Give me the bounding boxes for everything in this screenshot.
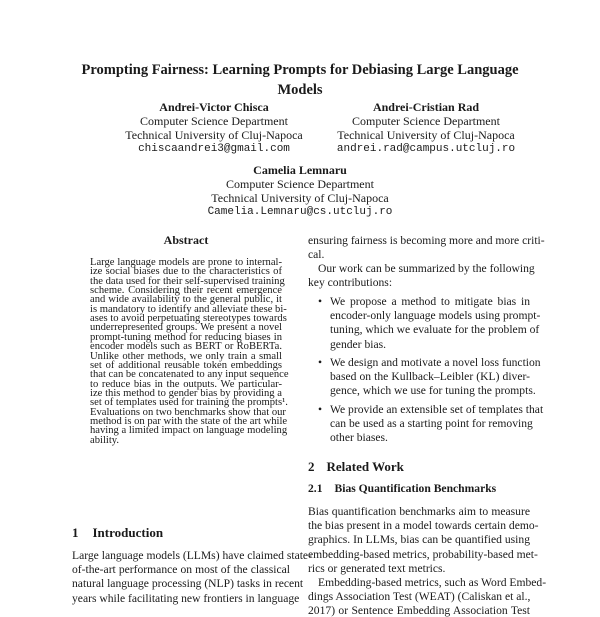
abstract-line: scheme. Considering their recent emergence	[90, 285, 282, 297]
bullet-icon: •	[318, 356, 323, 369]
bullet-line: We propose a method to mitigate bias in	[330, 295, 530, 308]
body-line: cal.	[308, 248, 325, 261]
body-line: the bias present in a model towards certain demo-	[308, 519, 539, 533]
author-email[interactable]: andrei.rad@campus.utcluj.ro	[336, 143, 516, 155]
bullet-icon: •	[318, 295, 323, 308]
bullet-line: gender bias.	[330, 337, 387, 351]
author-block	[100, 100, 328, 156]
author-univ: Technical University of Cluj-Napoca	[211, 191, 389, 205]
bullet-line: other biases.	[330, 431, 388, 445]
abstract-line: ases to avoid perpetuating stereotypes towards	[90, 313, 287, 325]
paper-title: Prompting Fairness: Learning Prompts for Debiasing Large Language Models	[81, 62, 519, 98]
bullet-line: encoder-only language models using prompt-	[330, 309, 541, 323]
body-line: Our work can be summarized by the following	[318, 262, 535, 275]
abstract-line: prompt-tuning method for reducing biases in	[90, 331, 282, 343]
body-line: rics or generated text metrics.	[308, 561, 446, 575]
abstract-line: underrepresented groups. We present a novel	[90, 322, 282, 334]
bullet-line: We design and motivate a novel loss function	[330, 356, 541, 369]
author-univ: Technical University of Cluj-Napoca	[125, 128, 303, 142]
abstract-line: Large language models are prone to internal-	[90, 257, 282, 268]
bullet-line: gence, which we use for tuning the prompts.	[330, 384, 536, 398]
subsection-heading: 2.1 Bias Quantification Benchmarks	[308, 482, 497, 495]
body-line: key contributions:	[308, 276, 393, 289]
body-line: Bias quantification benchmarks aim to measure	[308, 505, 530, 518]
author-block	[206, 163, 394, 219]
body-line: Embedding-based metrics, such as Word Embed-	[318, 576, 547, 589]
abstract-heading: Abstract	[163, 233, 209, 247]
abstract-line: and wide availability to the general public, it	[90, 294, 282, 306]
abstract-line: to reduce bias in the outputs. We particular-	[90, 378, 282, 390]
author-email[interactable]: Camelia.Lemnaru@cs.utcluj.ro	[207, 206, 393, 218]
author-dept: Computer Science Department	[226, 177, 374, 191]
bullet-line: tuning, which we evaluate for the problem of	[330, 323, 540, 337]
abstract-line: the data used for their self-supervised training	[90, 275, 285, 287]
section-heading: 2 Related Work	[308, 459, 404, 474]
body-line: 2017) or Sentence Embedding Association Test	[308, 604, 530, 617]
intro-line: years while facilitating new frontiers in language	[72, 591, 300, 605]
abstract-line: having a limited impact on language modeling	[90, 425, 288, 437]
abstract-line: Unlike other methods, we only train a small	[90, 350, 282, 362]
abstract-line: set of additional reusable token embeddings	[90, 359, 282, 371]
author-name: Andrei-Cristian Rad	[372, 100, 480, 114]
author-univ: Technical University of Cluj-Napoca	[337, 128, 515, 142]
abstract-line: ability.	[90, 434, 120, 446]
intro-heading: 1 Introduction	[72, 525, 164, 540]
intro-line: natural language processing (NLP) tasks in recent	[72, 577, 304, 591]
body-line: dings Association Test (WEAT) (Caliskan et al.,	[308, 590, 531, 604]
intro-line: Large language models (LLMs) have claimed state-	[72, 549, 312, 562]
author-dept: Computer Science Department	[140, 114, 288, 128]
author-dept: Computer Science Department	[352, 114, 500, 128]
abstract-line: that can be concatenated to any input sequence	[90, 369, 289, 381]
abstract-line: method is on par with the state of the art while	[90, 415, 288, 427]
body-line: graphics. In LLMs, bias can be quantified using	[308, 533, 530, 547]
author-block	[312, 100, 540, 156]
bullet-line: can be used as a starting point for removing	[330, 417, 533, 431]
intro-line: of-the-art performance on most of the classical	[72, 563, 290, 577]
abstract-line: set of templates used for training the prompts¹.	[90, 397, 288, 409]
abstract-line: ize this method to gender bias by providing a	[90, 387, 282, 399]
abstract-line: is mandatory to identify and alleviate these bi-	[90, 303, 287, 315]
body-line: embedding-based metrics, probability-based met-	[308, 547, 538, 561]
abstract-line: ize social biases due to the characteristics of	[90, 266, 282, 278]
bullet-line: We provide an extensible set of templates that	[330, 403, 544, 416]
bullet-icon: •	[318, 403, 323, 416]
author-name: Camelia Lemnaru	[253, 163, 347, 177]
author-name: Andrei-Victor Chisca	[159, 100, 269, 114]
author-email[interactable]: chiscaandrei3@gmail.com	[138, 143, 290, 155]
body-line: ensuring fairness is becoming more and more criti-	[308, 234, 545, 247]
bullet-line: based on the Kullback–Leibler (KL) diver-	[330, 370, 530, 384]
abstract-line: encoder models such as BERT or RoBERTa.	[90, 341, 282, 353]
abstract-line: Evaluations on two benchmarks show that our	[90, 406, 286, 418]
